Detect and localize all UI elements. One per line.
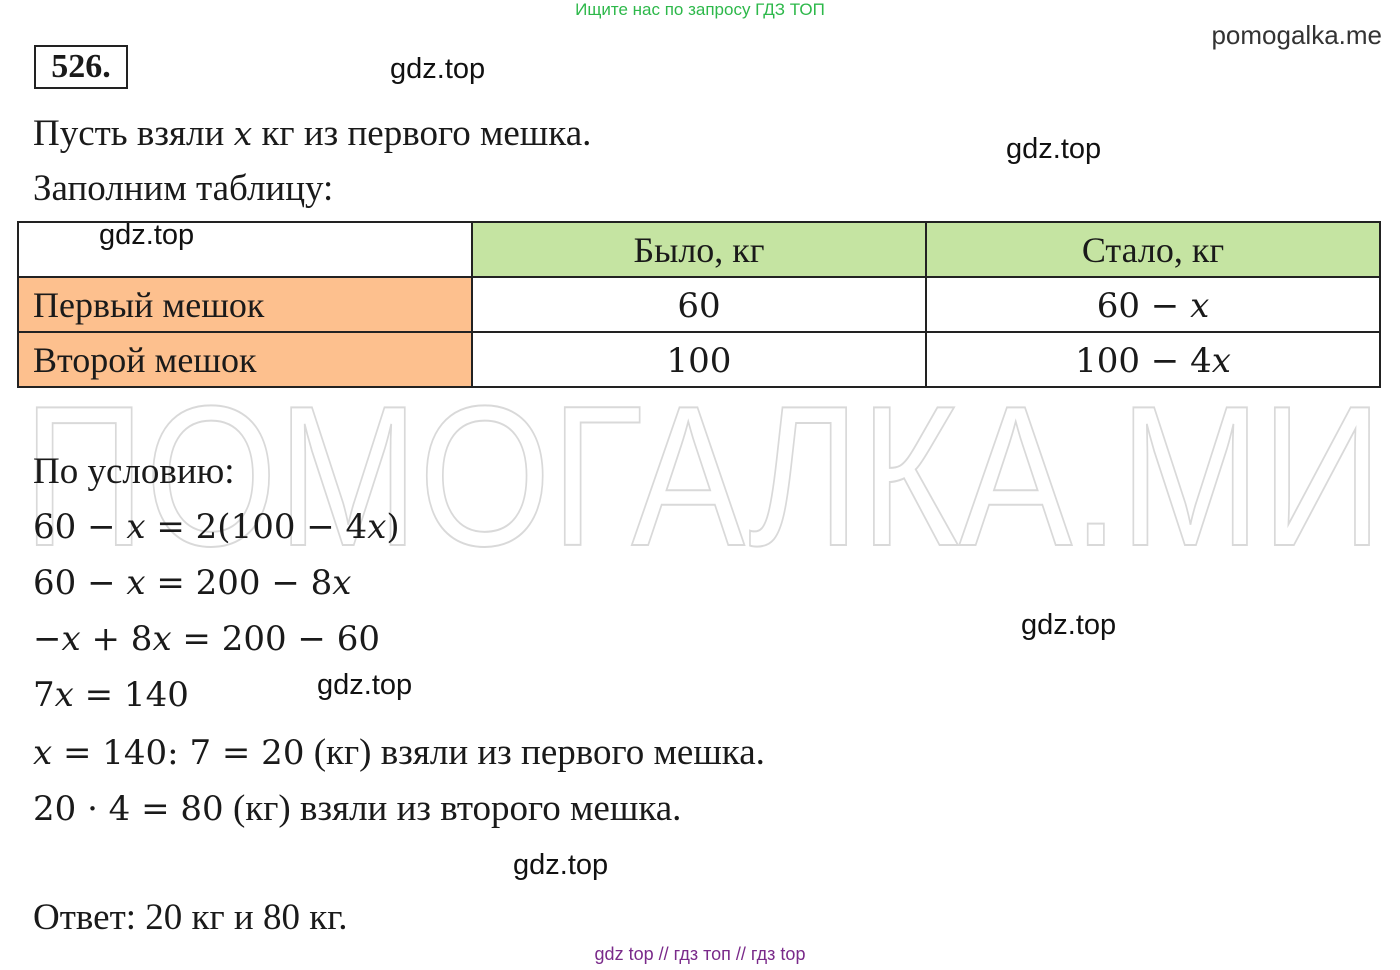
site-name: pomogalka.me [1211,20,1382,50]
equation-2: 60 − x = 200 − 8x [33,563,352,603]
watermark-gdz-top: gdz.top [513,849,609,881]
equation-5: x = 140: 7 = 20 (кг) взяли из первого мешка. [33,732,765,773]
answer: Ответ: 20 кг и 80 кг. [33,897,348,938]
task-number: 526. [34,45,128,89]
watermark-gdz-top: gdz.top [1021,609,1117,641]
table-header-was: Было, кг [472,222,926,277]
footer-links[interactable]: gdz top // гдз топ // гдз top [594,944,806,964]
equation-1: 60 − x = 2(100 − 4x) [33,507,400,547]
table-cell-was: 100 [472,332,926,387]
condition-label: По условию: [33,451,235,492]
intro-line-1: Пусть взяли x кг из первого мешка. [33,113,592,154]
table-header-row [18,222,1380,277]
table-cell-became: 60 − x [926,277,1380,332]
table-row-label: Первый мешок [18,277,472,332]
top-banner-link[interactable]: Ищите нас по запросу ГДЗ ТОП [575,0,825,19]
intro-line-2: Заполним таблицу: [33,168,334,209]
watermark-gdz-top: gdz.top [1006,133,1102,165]
table-row [18,277,1380,332]
equation-3: −x + 8x = 200 − 60 [33,619,380,659]
table-cell-became: 100 − 4x [926,332,1380,387]
data-table [17,221,1381,388]
svg-text:ПОМОГАЛКА.МИ: ПОМОГАЛКА.МИ [23,390,1383,560]
table-cell-was: 60 [472,277,926,332]
watermark-gdz-top: gdz.top [317,669,413,701]
table-row-label: Второй мешок [18,332,472,387]
table-row [18,332,1380,387]
table-corner-cell [18,219,472,277]
equation-6: 20 · 4 = 80 (кг) взяли из второго мешка. [33,788,682,829]
equation-4: 7x = 140 [33,675,189,715]
watermark-gdz-top: gdz.top [390,53,486,85]
watermark-gdz-top: gdz.top [99,219,195,251]
table-header-became: Стало, кг [926,222,1380,277]
